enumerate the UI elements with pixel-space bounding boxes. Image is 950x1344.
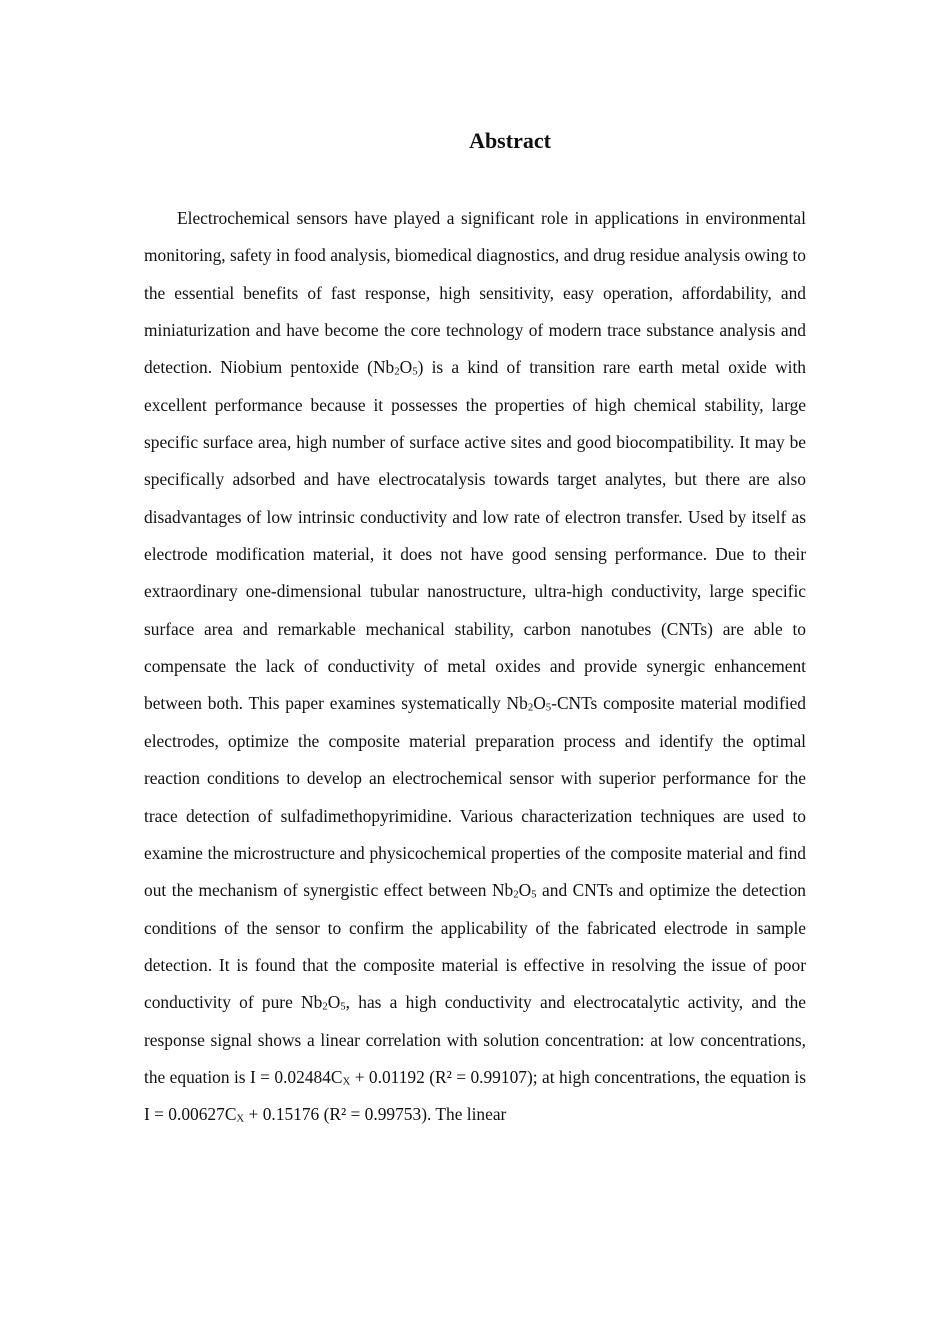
subscript: 2 <box>322 1000 328 1013</box>
subscript: 2 <box>513 888 519 901</box>
text-run: O <box>327 992 341 1013</box>
text-run: Electrochemical sensors have played a significant role in applications in environmental monitoring, safety in food analysis, biomedical diagnostics, and drug residue analysis owing to the essential benefits of fast response, high sensitivity, easy operation, affordability, and miniaturization and have become the core technology of modern trace substance analysis and detection. Niobium pentoxide (Nb <box>144 208 806 378</box>
text-run: ) is a kind of transition rare earth metal oxide with excellent performance because it possesses the properties of high chemical stability, large specific surface area, high number of surface active sites and good biocompatibility. It may be specifically adsorbed and have electrocatalysis towards target analytes, but there are also disadvantages of low intrinsic conductivity and low rate of electron transfer. Used by itself as electrode modification material, it does not have good sensing performance. Due to their extraordinary one-dimensional tubular nanostructure, ultra-high conductivity, large specific surface area and remarkable mechanical stability, carbon nanotubes (CNTs) are able to compensate the lack of conductivity of metal oxides and provide synergic enhancement between both. This paper examines systematically Nb <box>144 357 807 714</box>
text-run: -CNTs composite material modified electrodes, optimize the composite material preparation process and identify the optimal reaction conditions to develop an electrochemical sensor with superior performance for the trace detection of sulfadimethopyrimidine. Various characterization techniques are used to examine the microstructure and physicochemical properties of the composite material and find out the mechanism of synergistic effect between Nb <box>144 693 806 901</box>
subscript: X <box>342 1075 351 1088</box>
text-run: O <box>518 880 532 901</box>
text-run: O <box>533 693 546 714</box>
text-run: + 0.15176 (R² = 0.99753). The linear <box>244 1104 507 1125</box>
text-run: + 0.01192 (R² = 0.99107); at high concentrations, the equation is I = 0.00627C <box>144 1066 807 1125</box>
subscript: 5 <box>545 702 552 715</box>
subscript: 5 <box>531 888 537 901</box>
text-run: , has a high conductivity and electrocatalytic activity, and the response signal shows a linear correlation with solution concentration: at low concentrations, the equation is I = 0.02484C <box>144 992 806 1087</box>
abstract-paragraph <box>144 200 806 1134</box>
subscript: X <box>236 1112 245 1125</box>
subscript: 2 <box>527 702 534 715</box>
page-title: Abstract <box>469 128 551 153</box>
text-run: and CNTs and optimize the detection conditions of the sensor to confirm the applicability of the fabricated electrode in sample detection. It is found that the composite material is effective in resolving the issue of poor conductivity of pure Nb <box>144 880 806 1013</box>
text-run: O <box>399 357 413 378</box>
subscript: 2 <box>394 365 400 378</box>
subscript: 5 <box>340 1000 346 1013</box>
subscript: 5 <box>412 365 418 378</box>
